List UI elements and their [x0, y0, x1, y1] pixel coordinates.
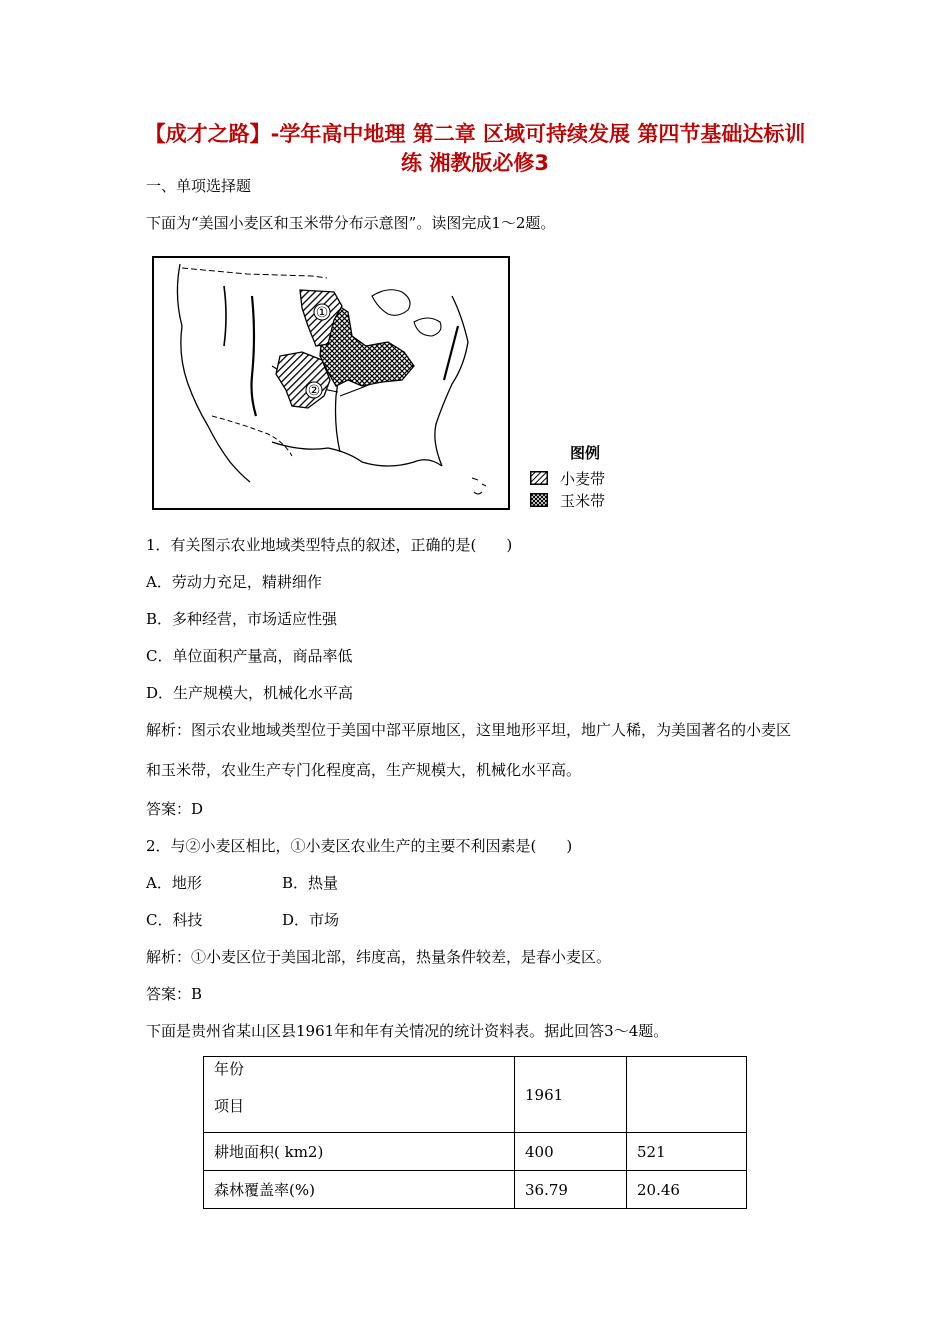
question-2-stem: 2．与②小麦区相比，①小麦区农业生产的主要不利因素是( ) — [146, 837, 573, 855]
table-header-item: 项目 — [214, 1097, 245, 1115]
question-2-option-c: C．科技 — [146, 911, 203, 929]
table-header-col-1961: 1961 — [515, 1057, 627, 1133]
table-cell-label: 森林覆盖率(%) — [204, 1171, 515, 1209]
question-1-option-c: C．单位面积产量高，商品率低 — [146, 647, 353, 665]
statistics-table — [203, 1056, 747, 1209]
table-header-row — [204, 1057, 747, 1133]
section-heading: 一、单项选择题 — [146, 177, 252, 195]
table-cell-value: 36.79 — [515, 1171, 627, 1209]
marker-2-label: ② — [307, 383, 321, 399]
table-header-year: 年份 — [214, 1060, 245, 1078]
table-cell-value: 20.46 — [627, 1171, 747, 1209]
legend-title: 图例 — [570, 444, 601, 462]
document-title-line-2: 练 湘教版必修3 — [401, 151, 549, 175]
question-1-option-a: A．劳动力充足，精耕细作 — [146, 573, 322, 591]
question-2-option-d: D．市场 — [282, 911, 340, 929]
wheat-swatch — [530, 471, 548, 485]
question-1-analysis-line-2: 和玉米带，农业生产专门化程度高，生产规模大，机械化水平高。 — [146, 761, 582, 779]
question-1-option-b: B．多种经营，市场适应性强 — [146, 610, 338, 628]
map-legend — [530, 442, 630, 512]
question-1-stem: 1．有关图示农业地域类型特点的叙述，正确的是( ) — [146, 536, 513, 554]
table-cell-value: 400 — [515, 1133, 627, 1171]
question-intro-2: 下面是贵州省某山区县1961年和年有关情况的统计资料表。据此回答3～4题。 — [146, 1022, 669, 1040]
question-2-option-b: B．热量 — [282, 874, 339, 892]
table-cell-label: 耕地面积( km2) — [204, 1133, 515, 1171]
document-title-line-1: 【成才之路】-学年高中地理 第二章 区域可持续发展 第四节基础达标训 — [144, 122, 806, 146]
us-wheat-corn-map — [152, 256, 510, 510]
question-1-option-d: D．生产规模大，机械化水平高 — [146, 684, 354, 702]
table-row — [204, 1171, 747, 1209]
question-1-answer: 答案：D — [146, 800, 204, 818]
table-row — [204, 1133, 747, 1171]
question-2-analysis: 解析：①小麦区位于美国北部，纬度高，热量条件较差，是春小麦区。 — [146, 948, 612, 966]
table-header-col-2 — [627, 1057, 747, 1133]
table-cell-value: 521 — [627, 1133, 747, 1171]
corn-swatch — [530, 493, 548, 507]
question-2-answer: 答案：B — [146, 985, 203, 1003]
question-1-analysis-line-1: 解析：图示农业地域类型位于美国中部平原地区，这里地形平坦，地广人稀，为美国著名的小麦区 — [146, 721, 792, 739]
table-header-cell — [204, 1057, 515, 1133]
question-intro-1: 下面为“美国小麦区和玉米带分布示意图”。读图完成1～2题。 — [146, 214, 556, 232]
legend-label-wheat: 小麦带 — [560, 470, 606, 488]
question-2-option-a: A．地形 — [146, 874, 202, 892]
marker-1-label: ① — [315, 305, 329, 321]
legend-label-corn: 玉米带 — [560, 492, 606, 510]
